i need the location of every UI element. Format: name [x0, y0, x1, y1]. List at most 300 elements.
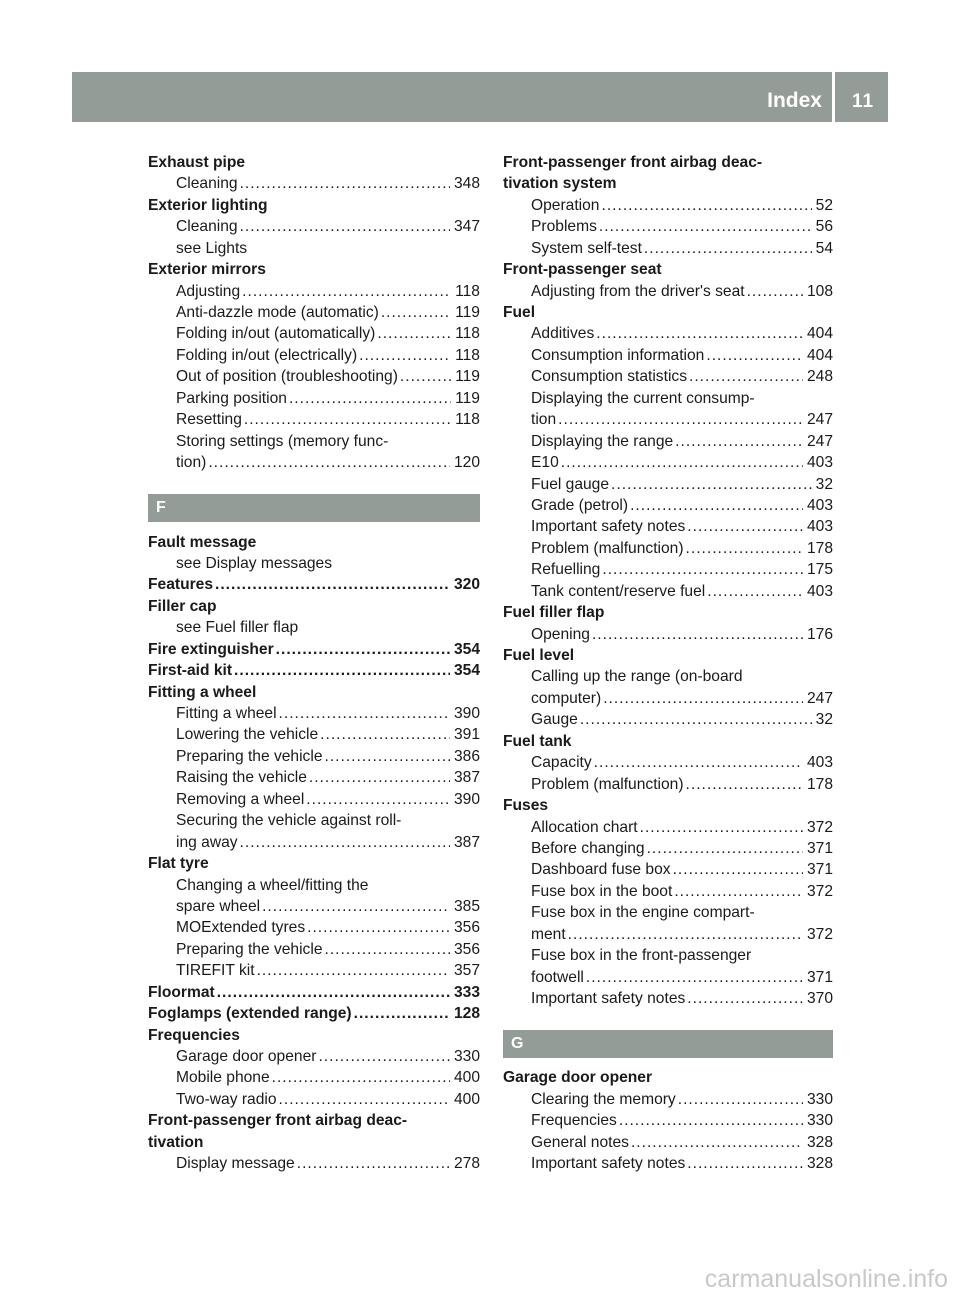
- entry-text: Filler cap: [148, 597, 217, 615]
- page-ref[interactable]: 387: [453, 769, 480, 787]
- entry-text: spare wheel: [176, 897, 261, 915]
- index-subentry[interactable]: [503, 752, 833, 773]
- index-subentry[interactable]: [148, 173, 480, 194]
- entry-text: System self-test: [531, 239, 642, 257]
- entry-text: Cleaning: [176, 175, 238, 193]
- leader-dots: [279, 1089, 450, 1110]
- entry-text: Changing a wheel/fitting the: [176, 876, 369, 894]
- index-subentry[interactable]: [148, 1153, 480, 1174]
- page-ref[interactable]: 320: [453, 576, 480, 594]
- entry-text: Folding in/out (electrically): [176, 346, 358, 364]
- entry-text: Gauge: [531, 711, 578, 729]
- entry-text: Important safety notes: [531, 990, 686, 1008]
- page-ref[interactable]: 248: [806, 368, 833, 386]
- entry-text: Operation: [531, 196, 600, 214]
- entry-text: Cleaning: [176, 218, 238, 236]
- entry-text: Fault message: [148, 533, 257, 551]
- page-ref[interactable]: 372: [806, 882, 833, 900]
- index-entry: [503, 795, 833, 816]
- index-subentry[interactable]: [503, 967, 833, 988]
- entry-text: Dashboard fuse box: [531, 861, 671, 879]
- index-subentry: [148, 238, 480, 259]
- index-subentry[interactable]: [503, 516, 833, 537]
- entry-text: Grade (petrol): [531, 496, 629, 514]
- index-subentry: [503, 902, 833, 923]
- page-ref[interactable]: 357: [453, 962, 480, 980]
- page-ref[interactable]: 372: [806, 818, 833, 836]
- leader-dots: [687, 988, 803, 1009]
- page-ref[interactable]: 391: [453, 726, 480, 744]
- page-ref[interactable]: 278: [453, 1155, 480, 1173]
- entry-text: Adjusting from the driver's seat: [531, 282, 745, 300]
- leader-dots: [240, 216, 450, 237]
- leader-dots: [262, 896, 450, 917]
- entry-text: Foglamps (extended range): [148, 1005, 352, 1023]
- index-subentry[interactable]: [503, 281, 833, 302]
- leader-dots: [601, 195, 811, 216]
- page-ref[interactable]: 247: [806, 411, 833, 429]
- leader-dots: [592, 624, 803, 645]
- leader-dots: [306, 789, 450, 810]
- page-ref[interactable]: 56: [815, 218, 833, 236]
- entry-text: Fuse box in the boot: [531, 882, 673, 900]
- leader-dots: [673, 859, 803, 880]
- leader-dots: [747, 281, 803, 302]
- index-entry: [148, 152, 480, 173]
- entry-text: Removing a wheel: [176, 790, 305, 808]
- leader-dots: [686, 774, 803, 795]
- entry-text: Securing the vehicle against roll-: [176, 812, 402, 830]
- index-subentry[interactable]: [148, 452, 480, 473]
- index-entry: [503, 259, 833, 280]
- entry-text: Important safety notes: [531, 518, 686, 536]
- page-ref[interactable]: 347: [453, 218, 480, 236]
- index-subentry[interactable]: [503, 1110, 833, 1131]
- leader-dots: [400, 366, 451, 387]
- entry-text: Calling up the range (on-board: [531, 668, 743, 686]
- entry-text: Parking position: [176, 389, 287, 407]
- leader-dots: [377, 324, 451, 345]
- entry-text: Exhaust pipe: [148, 153, 246, 171]
- leader-dots: [318, 1046, 450, 1067]
- index-subentry[interactable]: [503, 709, 833, 730]
- index-subentry[interactable]: [148, 302, 480, 323]
- page-ref[interactable]: 348: [453, 175, 480, 193]
- leader-dots: [325, 939, 450, 960]
- leader-dots: [240, 832, 450, 853]
- entry-text: Refuelling: [531, 561, 601, 579]
- index-subentry[interactable]: [503, 817, 833, 838]
- index-column-left: [148, 152, 480, 1175]
- index-subentry[interactable]: [503, 345, 833, 366]
- entry-text: Raising the vehicle: [176, 769, 307, 787]
- page-ref[interactable]: 390: [453, 790, 480, 808]
- page-ref[interactable]: 387: [453, 833, 480, 851]
- index-subentry[interactable]: [503, 452, 833, 473]
- entry-text: Preparing the vehicle: [176, 940, 323, 958]
- index-subentry: [503, 388, 833, 409]
- entry-text: ment: [531, 925, 566, 943]
- page-ref[interactable]: 330: [453, 1048, 480, 1066]
- index-subentry[interactable]: [148, 1089, 480, 1110]
- index-subentry[interactable]: [503, 366, 833, 387]
- index-subentry[interactable]: [503, 195, 833, 216]
- entry-text: Lowering the vehicle: [176, 726, 319, 744]
- index-entry[interactable]: [148, 574, 480, 595]
- leader-dots: [279, 703, 450, 724]
- leader-dots: [215, 574, 450, 595]
- index-entry[interactable]: [148, 639, 480, 660]
- index-subentry[interactable]: [503, 688, 833, 709]
- entry-text: Opening: [531, 625, 590, 643]
- entry-text: Exterior lighting: [148, 196, 268, 214]
- page-ref[interactable]: 372: [806, 925, 833, 943]
- index-subentry[interactable]: [148, 409, 480, 430]
- entry-text: Consumption statistics: [531, 368, 687, 386]
- page-ref[interactable]: 32: [815, 711, 833, 729]
- leader-dots: [257, 960, 450, 981]
- page-ref[interactable]: 54: [815, 239, 833, 257]
- page-ref[interactable]: 356: [453, 940, 480, 958]
- page-ref[interactable]: 328: [806, 1155, 833, 1173]
- page-ref[interactable]: 247: [806, 432, 833, 450]
- header-bar: [72, 72, 888, 122]
- index-entry: [503, 645, 833, 666]
- leader-dots: [208, 452, 450, 473]
- index-subentry[interactable]: [503, 988, 833, 1009]
- page-ref[interactable]: 118: [455, 346, 480, 364]
- index-subentry[interactable]: [148, 1046, 480, 1067]
- index-entry: [148, 682, 480, 703]
- index-subentry[interactable]: [148, 216, 480, 237]
- index-entry: [148, 259, 480, 280]
- page-ref[interactable]: 371: [806, 968, 833, 986]
- entry-text: tivation: [148, 1133, 204, 1151]
- leader-dots: [603, 688, 803, 709]
- page-ref[interactable]: 178: [806, 775, 833, 793]
- leader-dots: [596, 324, 803, 345]
- entry-text: Frequencies: [148, 1026, 240, 1044]
- index-subentry[interactable]: [148, 1068, 480, 1089]
- entry-text: Fire extinguisher: [148, 640, 274, 658]
- entry-text: Fuse box in the front-passenger: [531, 947, 752, 965]
- entry-text: Storing settings (memory func-: [176, 432, 389, 450]
- index-subentry[interactable]: [148, 703, 480, 724]
- section-letter: G: [503, 1030, 833, 1058]
- index-entry: [148, 596, 480, 617]
- leader-dots: [594, 752, 803, 773]
- leader-dots: [647, 838, 803, 859]
- leader-dots: [276, 639, 450, 660]
- index-entry: [148, 853, 480, 874]
- page-ref[interactable]: 119: [455, 389, 480, 407]
- entry-text: footwell: [531, 968, 584, 986]
- page-ref[interactable]: 400: [453, 1069, 480, 1087]
- page-ref[interactable]: 371: [806, 839, 833, 857]
- entry-text: Two-way radio: [176, 1090, 277, 1108]
- leader-dots: [674, 881, 803, 902]
- entry-text: Problems: [531, 218, 597, 236]
- index-subentry[interactable]: [148, 789, 480, 810]
- index-column-right: [503, 152, 833, 1175]
- leader-dots: [599, 216, 812, 237]
- page-title: Index: [767, 89, 822, 112]
- entry-text: Important safety notes: [531, 1155, 686, 1173]
- index-entry: [503, 602, 833, 623]
- entry-text: Fuses: [503, 797, 549, 815]
- page-ref[interactable]: 356: [453, 919, 480, 937]
- page-ref[interactable]: 108: [806, 282, 833, 300]
- page-ref[interactable]: 333: [453, 983, 480, 1001]
- page-ref[interactable]: 403: [806, 754, 833, 772]
- entry-text: Fuel filler flap: [503, 604, 605, 622]
- page-ref[interactable]: 120: [453, 454, 480, 472]
- watermark: carmanualsonline.info: [704, 1265, 948, 1293]
- leader-dots: [307, 917, 450, 938]
- leader-dots: [611, 474, 812, 495]
- entry-text: computer): [531, 689, 602, 707]
- page-ref[interactable]: 403: [806, 582, 833, 600]
- entry-text: Consumption information: [531, 346, 705, 364]
- leader-dots: [675, 431, 803, 452]
- leader-dots: [240, 173, 450, 194]
- index-subentry[interactable]: [503, 474, 833, 495]
- entry-text: Front-passenger seat: [503, 261, 662, 279]
- index-subentry[interactable]: [148, 281, 480, 302]
- index-subentry: [148, 875, 480, 896]
- entry-text: Frequencies: [531, 1112, 617, 1130]
- index-subentry: [503, 945, 833, 966]
- index-subentry[interactable]: [148, 896, 480, 917]
- entry-text: ing away: [176, 833, 238, 851]
- index-subentry[interactable]: [148, 388, 480, 409]
- index-entry[interactable]: [148, 982, 480, 1003]
- leader-dots: [320, 725, 450, 746]
- index-subentry[interactable]: [148, 767, 480, 788]
- index-subentry: [148, 617, 480, 638]
- leader-dots: [561, 452, 803, 473]
- index-subentry: [148, 553, 480, 574]
- leader-dots: [242, 281, 451, 302]
- page-ref[interactable]: 119: [455, 304, 480, 322]
- section-letter: F: [148, 494, 480, 522]
- page-ref[interactable]: 403: [806, 518, 833, 536]
- index-subentry[interactable]: [503, 559, 833, 580]
- entry-text: Resetting: [176, 411, 242, 429]
- entry-text: MOExtended tyres: [176, 919, 306, 937]
- page-ref[interactable]: 400: [453, 1090, 480, 1108]
- entry-text: Tank content/reserve fuel: [531, 582, 706, 600]
- entry-text: E10: [531, 454, 559, 472]
- index-subentry[interactable]: [148, 345, 480, 366]
- leader-dots: [558, 409, 803, 430]
- page-ref[interactable]: 370: [806, 990, 833, 1008]
- index-subentry[interactable]: [148, 960, 480, 981]
- index-subentry: [503, 667, 833, 688]
- page-ref[interactable]: 404: [806, 346, 833, 364]
- entry-text: Fuel level: [503, 647, 575, 665]
- index-subentry[interactable]: [503, 838, 833, 859]
- entry-text: Garage door opener: [176, 1048, 317, 1066]
- page-ref[interactable]: 390: [453, 705, 480, 723]
- page-number: 11: [852, 91, 875, 112]
- page-ref[interactable]: 118: [455, 282, 480, 300]
- page-ref[interactable]: 330: [806, 1090, 833, 1108]
- index-subentry[interactable]: [503, 581, 833, 602]
- index-subentry[interactable]: [503, 324, 833, 345]
- leader-dots: [234, 660, 450, 681]
- entry-text: tivation system: [503, 175, 617, 193]
- leader-dots: [687, 516, 803, 537]
- leader-dots: [325, 746, 450, 767]
- page-ref[interactable]: 354: [453, 662, 480, 680]
- index-subentry[interactable]: [503, 1153, 833, 1174]
- entry-text: Front-passenger front airbag deac-: [503, 153, 763, 171]
- page-ref[interactable]: 386: [453, 747, 480, 765]
- leader-dots: [217, 982, 450, 1003]
- index-subentry[interactable]: [148, 725, 480, 746]
- entry-text: Fitting a wheel: [148, 683, 257, 701]
- leader-dots: [272, 1068, 450, 1089]
- entry-text: see Display messages: [176, 554, 333, 572]
- index-entry: [148, 195, 480, 216]
- page-ref[interactable]: 178: [806, 539, 833, 557]
- index-entry: [148, 1132, 480, 1153]
- entry-text: Features: [148, 576, 214, 594]
- index-subentry[interactable]: [503, 431, 833, 452]
- leader-dots: [631, 1132, 803, 1153]
- index-entry: [503, 731, 833, 752]
- entry-text: TIREFIT kit: [176, 962, 255, 980]
- entry-text: Front-passenger front airbag deac-: [148, 1112, 408, 1130]
- page-ref[interactable]: 403: [806, 454, 833, 472]
- index-subentry[interactable]: [503, 216, 833, 237]
- page-ref[interactable]: 247: [806, 689, 833, 707]
- index-subentry[interactable]: [503, 774, 833, 795]
- index-subentry[interactable]: [148, 917, 480, 938]
- index-subentry[interactable]: [503, 1089, 833, 1110]
- leader-dots: [602, 559, 803, 580]
- index-subentry: [148, 810, 480, 831]
- index-entry: [503, 1068, 833, 1089]
- entry-text: Before changing: [531, 839, 645, 857]
- index-subentry[interactable]: [148, 832, 480, 853]
- entry-text: Display message: [176, 1155, 295, 1173]
- leader-dots: [568, 924, 803, 945]
- page-ref[interactable]: 328: [806, 1133, 833, 1151]
- index-entry: [503, 152, 833, 173]
- index-subentry[interactable]: [148, 939, 480, 960]
- page-ref[interactable]: 175: [806, 561, 833, 579]
- index-subentry[interactable]: [503, 409, 833, 430]
- leader-dots: [689, 366, 803, 387]
- page-ref[interactable]: 118: [455, 411, 480, 429]
- leader-dots: [354, 1003, 450, 1024]
- entry-text: Exterior mirrors: [148, 261, 266, 279]
- page-ref[interactable]: 32: [815, 475, 833, 493]
- entry-text: Floormat: [148, 983, 215, 1001]
- page-ref[interactable]: 371: [806, 861, 833, 879]
- leader-dots: [586, 967, 803, 988]
- page-ref[interactable]: 403: [806, 496, 833, 514]
- page-ref[interactable]: 118: [455, 325, 480, 343]
- entry-text: Adjusting: [176, 282, 241, 300]
- page-ref[interactable]: 330: [806, 1112, 833, 1130]
- entry-text: Out of position (troubleshooting): [176, 368, 398, 386]
- entry-text: tion): [176, 454, 207, 472]
- index-subentry[interactable]: [503, 881, 833, 902]
- index-subentry[interactable]: [148, 366, 480, 387]
- leader-dots: [678, 1089, 803, 1110]
- index-entry: [148, 532, 480, 553]
- index-entry[interactable]: [148, 660, 480, 681]
- index-subentry[interactable]: [503, 238, 833, 259]
- page-ref[interactable]: 404: [806, 325, 833, 343]
- leader-dots: [289, 388, 451, 409]
- entry-text: General notes: [531, 1133, 629, 1151]
- entry-text: Fuse box in the engine compart-: [531, 904, 755, 922]
- entry-text: Fuel tank: [503, 732, 572, 750]
- entry-text: Fitting a wheel: [176, 705, 277, 723]
- leader-dots: [244, 409, 451, 430]
- leader-dots: [644, 238, 812, 259]
- page-ref[interactable]: 52: [815, 196, 833, 214]
- index-entry: [503, 173, 833, 194]
- entry-text: Anti-dazzle mode (automatic): [176, 304, 379, 322]
- page-ref[interactable]: 385: [453, 897, 480, 915]
- index-subentry[interactable]: [503, 624, 833, 645]
- entry-text: Displaying the current consump-: [531, 389, 755, 407]
- leader-dots: [297, 1153, 450, 1174]
- entry-text: First-aid kit: [148, 662, 233, 680]
- leader-dots: [706, 345, 803, 366]
- index-subentry: [148, 431, 480, 452]
- index-entry[interactable]: [148, 1003, 480, 1024]
- index-subentry[interactable]: [148, 746, 480, 767]
- page-ref[interactable]: 128: [453, 1005, 480, 1023]
- leader-dots: [707, 581, 803, 602]
- index-subentry[interactable]: [503, 924, 833, 945]
- leader-dots: [381, 302, 451, 323]
- entry-text: Problem (malfunction): [531, 775, 684, 793]
- leader-dots: [309, 767, 450, 788]
- page-ref[interactable]: 354: [453, 640, 480, 658]
- entry-text: Clearing the memory: [531, 1090, 676, 1108]
- index-subentry[interactable]: [503, 859, 833, 880]
- leader-dots: [686, 538, 803, 559]
- entry-text: Capacity: [531, 754, 592, 772]
- leader-dots: [619, 1110, 803, 1131]
- entry-text: Preparing the vehicle: [176, 747, 323, 765]
- entry-text: Folding in/out (automatically): [176, 325, 376, 343]
- leader-dots: [580, 709, 812, 730]
- index-subentry[interactable]: [503, 538, 833, 559]
- entry-text: tion: [531, 411, 557, 429]
- entry-text: Allocation chart: [531, 818, 638, 836]
- entry-text: Flat tyre: [148, 855, 209, 873]
- entry-text: Mobile phone: [176, 1069, 270, 1087]
- entry-text: Problem (malfunction): [531, 539, 684, 557]
- page-ref[interactable]: 119: [455, 368, 480, 386]
- index-subentry[interactable]: [503, 1132, 833, 1153]
- entry-text: see Lights: [176, 239, 248, 257]
- index-subentry[interactable]: [148, 324, 480, 345]
- entry-text: Fuel: [503, 304, 536, 322]
- entry-text: Fuel gauge: [531, 475, 610, 493]
- index-subentry[interactable]: [503, 495, 833, 516]
- leader-dots: [687, 1153, 803, 1174]
- page-ref[interactable]: 176: [806, 625, 833, 643]
